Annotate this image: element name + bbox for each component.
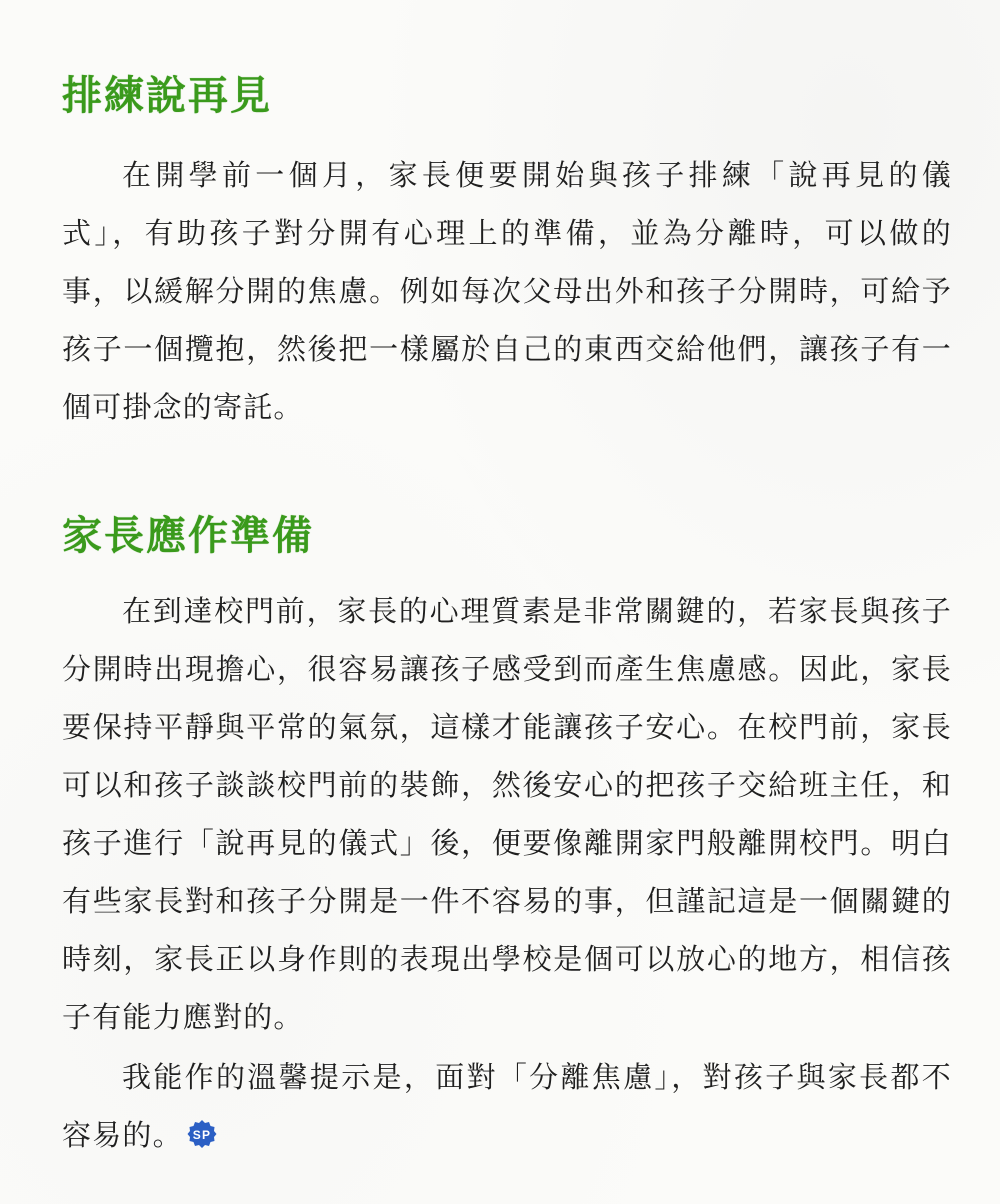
paragraph-closing-tip <box>62 1048 952 1164</box>
section-heading-rehearse-goodbye: 排練說再見 <box>62 73 272 119</box>
section-heading-parent-preparation: 家長應作準備 <box>62 513 314 559</box>
sp-logo-icon <box>187 1119 217 1149</box>
sp-logo-text: SP <box>192 1128 212 1142</box>
paragraph-parent-preparation: 在到達校門前，家長的心理質素是非常關鍵的，若家長與孩子分開時出現擔心，很容易讓孩子感受到而產生焦慮感。因此，家長要保持平靜與平常的氣氛，這樣才能讓孩子安心。在校門前，家長可以和孩子談談校門前的裝飾，然後安心的把孩子交給班主任，和孩子進行「說再見的儀式」後，便要像離開家門般離開校門。明白有些家長對和孩子分開是一件不容易的事，但謹記這是一個關鍵的時刻，家長正以身作則的表現出學校是個可以放心的地方，相信孩子有能力應對的。 <box>62 594 952 1034</box>
closing-tip-text: 我能作的溫馨提示是，面對「分離焦慮」，對孩子與家長都不容易的。 <box>62 1060 952 1152</box>
paragraph-rehearse-goodbye: 在開學前一個月，家長便要開始與孩子排練「說再見的儀式」，有助孩子對分開有心理上的準備，並為分離時，可以做的事，以緩解分開的焦慮。例如每次父母出外和孩子分開時，可給予孩子一個攬抱，然後把一樣屬於自己的東西交給他們，讓孩子有一個可掛念的寄託。 <box>62 158 952 424</box>
